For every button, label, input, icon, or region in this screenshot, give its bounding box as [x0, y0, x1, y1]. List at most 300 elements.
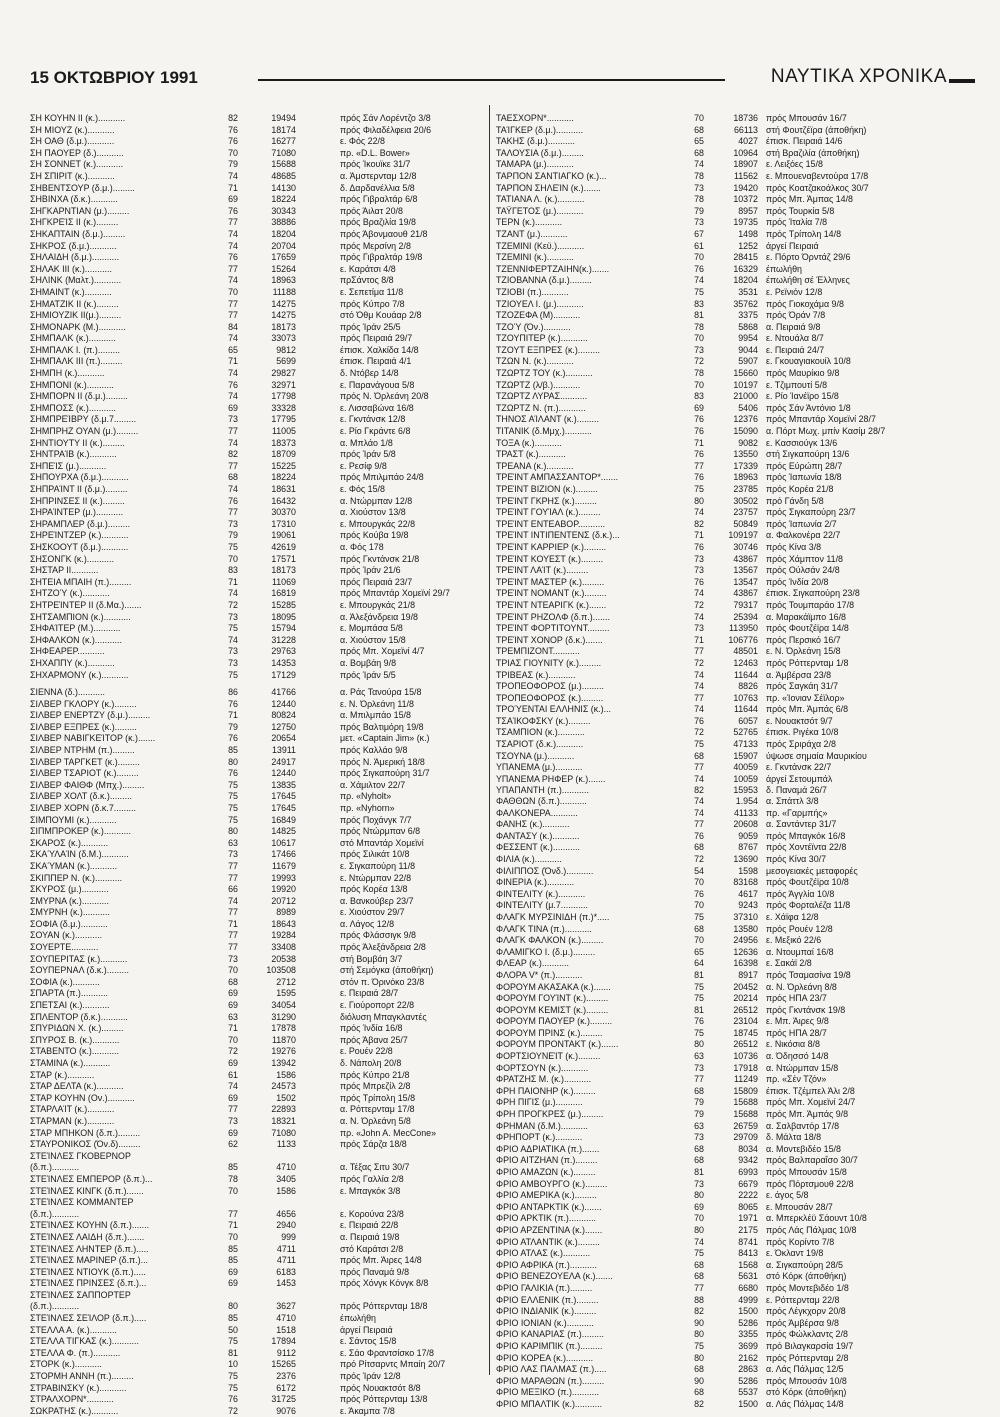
gross-tonnage: 35762: [733, 298, 758, 309]
ship-position: α. Τέξας Σιτυ 30/7: [340, 1162, 410, 1173]
ship-position: ε. Σιγκαπούρη 11/8: [340, 860, 416, 871]
ship-row: [30, 1336, 488, 1348]
gross-tonnage: 3627: [276, 1301, 296, 1312]
ship-position: πρός Κούβα 19/8: [340, 530, 409, 541]
built-year: 80: [228, 1301, 238, 1312]
ship-name: ΦΡΗ ΠΙΓΙΣ (μ.)...........: [496, 1097, 583, 1108]
built-year: 81: [694, 1004, 704, 1015]
ship-name: ΦΑΘΘΩΝ (δ.π.)...........: [496, 796, 587, 806]
built-year: 79: [228, 721, 238, 732]
ship-position: πρός Ρόττερνταμ 18/8: [340, 1301, 428, 1312]
ship-name: ΦΛΑΜΙΓΚΟ Ι. (δ.μ.).........: [496, 946, 596, 957]
built-year: 74: [228, 368, 238, 379]
ship-row: [30, 426, 488, 438]
ship-row: [30, 1371, 488, 1383]
built-year: 77: [228, 263, 238, 274]
ship-row: [496, 507, 974, 519]
ship-name: ΣΤΟΡΜΗ ΑΝΝΗ (π.).........: [30, 1371, 134, 1382]
gross-tonnage: 43867: [733, 553, 758, 564]
ship-row: [30, 1406, 488, 1417]
ship-name: ΣΤΑΡΜΑΝ (κ.)...........: [30, 1115, 115, 1126]
ship-position: έπισκ. Χαλκίδα 14/8: [340, 344, 419, 355]
built-year: 76: [694, 426, 704, 437]
ship-name: ΤΡΕΊΝΤ ΡΗΖΟΛΦ (δ.π.).......: [496, 611, 610, 622]
gross-tonnage: 80824: [271, 710, 296, 721]
ship-row: [496, 194, 974, 206]
ship-row: [30, 275, 488, 287]
gross-tonnage: 5631: [738, 1271, 758, 1282]
built-year: 76: [694, 715, 704, 726]
gross-tonnage: 12463: [733, 657, 758, 668]
ship-name: ΣΙΛΒΕΡ ΕΞΠΡΕΣ (κ.).........: [30, 721, 137, 732]
ship-position: ε. Πόρτο Όρντάζ 29/6: [766, 252, 851, 263]
ship-row: [30, 554, 488, 566]
ship-name: ΣΟΥΕΡΤΕ...........: [30, 942, 99, 953]
built-year: 80: [694, 1329, 704, 1340]
ship-row: [496, 461, 974, 473]
built-year: 68: [694, 1271, 704, 1282]
ship-name: ΤΗΝΟΣ ΑΊΛΑΝΤ (κ.).........: [496, 414, 599, 425]
built-year: 69: [228, 402, 238, 413]
gross-tonnage: 113950: [729, 623, 758, 634]
gross-tonnage: 6993: [738, 1167, 758, 1177]
gross-tonnage: 4711: [276, 1243, 296, 1254]
ship-position: α. Ρόττερνταμ 17/8: [340, 1104, 415, 1115]
gross-tonnage: 2162: [738, 1352, 758, 1363]
gross-tonnage: 33328: [271, 402, 296, 413]
built-year: 71: [228, 1023, 238, 1034]
ship-name: ΤΡΕΊΝΤ ΜΑΣΤΕΡ (κ.).........: [496, 576, 605, 587]
built-year: 69: [228, 1092, 238, 1103]
built-year: 75: [228, 814, 238, 825]
ship-row: [496, 1167, 974, 1179]
ship-row: [496, 1109, 974, 1121]
ship-name: ΦΛΑΓΚ ΤΙΝΑ (π.)...........: [496, 923, 592, 934]
ship-position: πρός Χοντέϊντα 22/8: [766, 842, 847, 853]
built-year: 72: [694, 599, 704, 610]
ship-position: δ. Παναμά 26/7: [766, 785, 827, 796]
gross-tonnage: 4999: [738, 1294, 758, 1305]
built-year: 74: [694, 159, 704, 170]
ship-name: ΥΠΑΠΑΝΤΗ (π.)...........: [496, 785, 589, 796]
built-year: 77: [694, 819, 704, 830]
ship-name: ΣΗΣΟΝΓΚ (κ.)...........: [30, 553, 114, 564]
ship-name: ΣΤΕΊΝΛΕΣ ΕΜΠΕΡΟΡ (δ.π.)...: [30, 1173, 153, 1184]
ship-name: ΣΠΕΤΣΑΙ (κ.)...........: [30, 1000, 110, 1011]
ship-position: πρός Μπ. Χομεϊνί 4/7: [340, 646, 425, 657]
ship-position: ε. Γκουαγιακουίλ 10/8: [766, 356, 851, 367]
ship-row: [496, 472, 974, 484]
ship-name: ΣΚΑΎΜΑΝ (κ.)...........: [30, 860, 118, 871]
ship-name: ΣΤΕΊΝΛΕΣ ΜΑΡΙΝΕΡ (δ.π.)...: [30, 1255, 148, 1266]
ship-name: ΤΡΕΊΝΤ ΕΝΤΕΑΒΟΡ...........: [496, 518, 606, 529]
gross-tonnage: 18173: [271, 321, 296, 332]
ship-name: ΣΟΥΠΕΡΙΤΑΣ (κ.)...........: [30, 953, 128, 964]
built-year: 69: [228, 1127, 238, 1138]
ship-row: [496, 252, 974, 264]
ship-position: πρός Γαλλία 2/8: [340, 1173, 404, 1184]
ship-row: [30, 217, 488, 229]
built-year: 74: [694, 507, 704, 518]
ship-position: δ. Ντόβερ 14/8: [340, 368, 399, 379]
built-year: 70: [228, 965, 238, 976]
gross-tonnage: 17798: [271, 391, 296, 402]
gross-tonnage: 14275: [271, 310, 296, 321]
ship-position: ε. Ν. Όρλεάνη 11/8: [340, 698, 414, 709]
ship-name: ΦΙΝΕΡΙΑ (κ.)...........: [496, 877, 575, 888]
ship-row: [30, 965, 488, 977]
built-year: 77: [228, 310, 238, 321]
built-year: 63: [694, 1051, 704, 1062]
ship-position: πρ. «John A. MecCone»: [340, 1127, 437, 1138]
ship-row: [496, 380, 974, 392]
ship-row: [496, 356, 974, 368]
gross-tonnage: 6172: [276, 1382, 296, 1393]
ship-position: μετ. «Captain Jim» (κ.): [340, 733, 430, 744]
gross-tonnage: 11870: [271, 1034, 296, 1045]
built-year: 73: [228, 1115, 238, 1126]
gross-tonnage: 8957: [738, 205, 758, 216]
ship-name: ΣΤΑΡ ΚΟΥΗΝ (Ον.)...........: [30, 1092, 135, 1103]
built-year: 70: [228, 1034, 238, 1045]
gross-tonnage: 19061: [271, 530, 296, 541]
built-year: 76: [694, 576, 704, 587]
built-year: 74: [228, 333, 238, 344]
gross-tonnage: 29827: [271, 368, 296, 379]
built-year: 78: [694, 194, 704, 205]
ship-name: ΤΑΕΣΧΟΡΝ*...........: [496, 113, 574, 123]
built-year: 71: [694, 634, 704, 645]
ship-row: [30, 1325, 488, 1337]
page-header: [30, 60, 975, 96]
built-year: 80: [694, 1190, 704, 1201]
ship-row: [30, 136, 488, 148]
ship-row: [496, 1179, 974, 1191]
ship-row: [496, 565, 974, 577]
built-year: 80: [694, 495, 704, 506]
gross-tonnage: 106776: [728, 634, 758, 645]
gross-tonnage: 20214: [733, 993, 758, 1004]
ship-row: [30, 496, 488, 508]
gross-tonnage: 5406: [738, 402, 758, 413]
ship-row: [30, 565, 488, 577]
ship-name: ΣΟΥΠΕΡΝΑΛ (δ.κ.).........: [30, 965, 129, 976]
ship-row: [496, 762, 974, 774]
ship-row: [30, 1255, 488, 1267]
ship-position: ε. Ρουέν 22/8: [340, 1046, 393, 1057]
ship-position: ε. Μπ. Άιρες 9/8: [766, 1016, 829, 1027]
ship-name: ΣΤΕΊΝΛΕΣ ΣΕΊΛΟΡ (δ.π.).....: [30, 1313, 147, 1324]
gross-tonnage: 30746: [733, 541, 758, 552]
ship-position: διόλυση Μπαγκλαντές: [340, 1011, 427, 1022]
gross-tonnage: 18736: [733, 113, 758, 123]
ship-position: πρός Γκντάνσκ 21/8: [340, 553, 420, 564]
built-year: 76: [228, 495, 238, 506]
built-year: 73: [228, 657, 238, 668]
gross-tonnage: 6680: [738, 1282, 758, 1293]
gross-tonnage: 71080: [271, 147, 296, 158]
ship-name: ΣΤΑΡ (κ.)...........: [30, 1069, 95, 1080]
built-year: 76: [228, 379, 238, 390]
ship-position: α. Χιούστον 15/8: [340, 634, 406, 645]
ship-row: [30, 403, 488, 415]
gross-tonnage: 10059: [733, 773, 758, 784]
ship-row: [30, 310, 488, 322]
ship-position: στό Όθμ Κουάαρ 2/8: [340, 310, 422, 321]
ship-position: πρός Ούλσάν 24/8: [766, 565, 840, 576]
gross-tonnage: 11188: [272, 286, 296, 297]
built-year: 88: [694, 1294, 704, 1305]
gross-tonnage: 8767: [738, 842, 758, 853]
ship-position: πρΣάντος 8/8: [340, 275, 394, 286]
gross-tonnage: 17466: [271, 849, 296, 860]
ship-position: ε. Πειραιά 24/7: [766, 344, 825, 355]
ship-row: [30, 159, 488, 171]
ship-position: ε. Ρίο Γκράντε 6/8: [340, 426, 411, 437]
built-year: 80: [228, 826, 238, 837]
ship-name: ΤΖΩΝ Ν. (κ.)...........: [496, 356, 574, 367]
gross-tonnage: 4027: [738, 136, 758, 147]
ship-position: ε. Πειραιά 28/7: [340, 988, 399, 999]
ship-position: ύψωσε σημαία Μαυρικίου: [766, 750, 867, 761]
gross-tonnage: 17645: [271, 802, 296, 813]
gross-tonnage: 18204: [733, 275, 758, 286]
ship-name: ΦΛΟΡΑ V* (π.)...........: [496, 969, 583, 980]
built-year: 68: [228, 976, 238, 987]
built-year: 75: [228, 623, 238, 634]
ship-position: πρός Σιγκαπούρη 31/7: [340, 768, 430, 779]
ship-row: [30, 646, 488, 658]
ship-row: [496, 287, 974, 299]
gross-tonnage: 8917: [738, 969, 758, 980]
built-year: 76: [228, 768, 238, 779]
ship-row: [496, 727, 974, 739]
ship-position: πρός Ποχάνγκ 7/7: [340, 814, 412, 825]
ship-name: ΣΜΥΡΝΑ (κ.)...........: [30, 895, 109, 906]
gross-tonnage: 18631: [271, 484, 296, 494]
gross-tonnage: 9082: [738, 437, 758, 448]
ship-row: [496, 924, 974, 936]
ship-name: ΤΕΡΝ (κ.)...........: [496, 217, 563, 228]
gross-tonnage: 3355: [738, 1329, 758, 1340]
ship-position: πρός Μπουσάν 10/8: [766, 1375, 847, 1386]
ship-name: ΣΗΛΙΝΚ (Μαλτ.)...........: [30, 275, 122, 286]
ship-name: ΣΗΜΑΤΖΙΚ ΙΙ (κ.).........: [30, 298, 119, 309]
gross-tonnage: 16819: [271, 588, 296, 599]
ship-name: ΣΚΙΠΠΕΡ Ν. (κ.)...........: [30, 872, 123, 883]
ship-position: ε. Παρανάγουα 5/8: [340, 379, 415, 390]
gross-tonnage: 25394: [733, 611, 758, 622]
ship-row: [30, 687, 488, 699]
gross-tonnage: 18963: [271, 275, 296, 286]
ship-row: [30, 791, 488, 803]
ship-name: ΣΤΡΑΒΙΝΣΚΥ (κ.)...........: [30, 1382, 127, 1393]
ship-name: ΣΤΕΛΛΑ Α. (κ.)...........: [30, 1324, 117, 1335]
ship-row: [496, 1039, 974, 1051]
ship-row: [496, 519, 974, 531]
ship-position: πρός Μερσίνη 2/8: [340, 240, 411, 251]
built-year: 70: [694, 877, 704, 888]
ship-name: ΤΑΤΙΑΝΑ Λ. (κ.)...........: [496, 194, 585, 205]
built-year: 77: [228, 860, 238, 871]
ship-position: πρός Κίνα 30/7: [766, 853, 827, 864]
gross-tonnage: 13911: [271, 744, 296, 755]
ship-row: [496, 658, 974, 670]
built-year: 63: [228, 837, 238, 848]
ship-position: πρός Τουμπαράο 17/8: [766, 599, 855, 610]
ship-name: ΤΡΕΊΝΤ ΓΟΥΊΑΛ (κ.).........: [496, 507, 601, 518]
ship-row: [496, 842, 974, 854]
built-year: 72: [228, 1046, 238, 1057]
gross-tonnage: 12440: [271, 698, 296, 709]
ship-name: ΣΤΑΡΛΑΊΤ (κ.)...........: [30, 1104, 115, 1115]
built-year: 76: [228, 252, 238, 263]
ship-row: [496, 704, 974, 716]
built-year: 74: [694, 669, 704, 680]
built-year: 74: [228, 228, 238, 239]
ship-position: άργεί Σετουμπάλ: [766, 773, 833, 784]
ship-row: [30, 612, 488, 624]
gross-tonnage: 5907: [738, 356, 758, 367]
ship-name: ΦΡΙΟ ΜΑΡΑΘΩΝ (π.).........: [496, 1375, 605, 1386]
ship-position: πρός Μπαντάρ Χομεϊνί 29/7: [340, 588, 450, 599]
ship-row: [496, 542, 974, 554]
ship-position: πρός Βαλτιμόρη 19/8: [340, 721, 424, 732]
ship-name: ΤΑΡΠΟΝ ΣΑΝΤΙΑΓΚΟ (κ.)...: [496, 170, 607, 181]
ship-name: ΤΡΟΠΕΟΦΟΡΟΣ (κ.).........: [496, 692, 604, 703]
ship-position: πρός Τρίπολη 15/8: [340, 1092, 416, 1103]
gross-tonnage: 9954: [738, 333, 758, 344]
gross-tonnage: 6183: [276, 1266, 296, 1277]
ship-row: [496, 751, 974, 763]
built-year: 73: [228, 646, 238, 657]
built-year: 74: [694, 611, 704, 622]
ship-name: ΣΗΓΚΑΡΝΤΙΑΝ (μ.).........: [30, 205, 130, 216]
ship-row: [496, 1074, 974, 1086]
ship-name: ΤΡΑΣΤ (κ.)...........: [496, 449, 566, 460]
ship-name: ΣΤΕΊΝΛΕΣ ΛΑΙΔΗ (δ.π.).......: [30, 1231, 145, 1242]
ship-position: ε. Μπουργκάς 22/8: [340, 518, 416, 529]
gross-tonnage: 15688: [271, 159, 296, 170]
built-year: 72: [694, 657, 704, 668]
ship-name: ΣΗΒΕΝΤΣΟΥΡ (δ.μ.).........: [30, 182, 135, 193]
ship-name: ΣΗ ΟΑΘ (δ.μ.)...........: [30, 136, 115, 147]
built-year: 77: [228, 907, 238, 918]
gross-tonnage: 4710: [276, 1162, 296, 1173]
ship-row: [30, 1151, 488, 1163]
ship-position: ε. Φός 15/8: [340, 484, 385, 494]
ship-name: ΦΡΙΟ ΜΕΞΙΚΟ (π.)...........: [496, 1387, 600, 1398]
built-year: 69: [694, 402, 704, 413]
gross-tonnage: 11562: [733, 170, 758, 181]
ship-position: πρ. «Γαρμπής»: [766, 807, 828, 818]
built-year: 68: [694, 1085, 704, 1096]
gross-tonnage: 24573: [271, 1081, 296, 1092]
ship-name: ΦΛΑΓΚ ΦΑΛΚΟΝ (κ.).........: [496, 935, 604, 946]
gross-tonnage: 23757: [733, 507, 758, 518]
gross-tonnage: 26512: [733, 1004, 758, 1015]
built-year: 77: [694, 762, 704, 773]
gross-tonnage: 20452: [733, 981, 758, 992]
ship-row: [496, 1063, 974, 1075]
ship-name: ΣΗ ΚΟΥΗΝ ΙΙ (κ.)...........: [30, 113, 126, 123]
ship-row: [30, 710, 488, 722]
gross-tonnage: 1568: [738, 1259, 758, 1270]
gross-tonnage: 16849: [271, 814, 296, 825]
built-year: 77: [228, 507, 238, 518]
ship-position: πρός Άμβέρσα 9/8: [766, 1317, 839, 1328]
ship-position: α. Μπλάο 1/8: [340, 437, 393, 448]
gross-tonnage: 14130: [271, 182, 296, 193]
ship-name: ΣΠΛΕΝΤΟΡ (δ.κ.)...........: [30, 1011, 128, 1022]
ship-row: [496, 333, 974, 345]
ship-row: [496, 264, 974, 276]
built-year: 80: [228, 756, 238, 767]
ship-name: ΦΡΙΟ ΑΜΕΡΙΚΑ (κ.).........: [496, 1190, 597, 1201]
ship-row: [496, 275, 974, 287]
ship-position: πρός Ν. Άμερική 18/8: [340, 756, 425, 767]
ship-name: ΣΚΑΡΟΣ (κ.)...........: [30, 837, 109, 848]
gross-tonnage: 9044: [738, 344, 758, 355]
built-year: 82: [228, 113, 238, 123]
ship-position: στό Καράτσι 2/8: [340, 1243, 404, 1254]
ship-position: πρός Καλλάο 9/8: [340, 744, 408, 755]
ship-row: [496, 368, 974, 380]
ship-name: ΣΗΡΑΜΠΛΕΡ (δ.μ.).........: [30, 518, 131, 529]
gross-tonnage: 43867: [733, 588, 758, 599]
ship-position: πρός Λέγκχορν 20/8: [766, 1306, 846, 1317]
built-year: 83: [228, 565, 238, 576]
ship-name: ΤΡΕΊΝΤ ΛΑΊΤ (κ.).........: [496, 565, 589, 576]
gross-tonnage: 31290: [271, 1011, 296, 1022]
ship-row: [496, 970, 974, 982]
built-year: 86: [228, 687, 238, 697]
ship-position: πρός Μπρεζίλ 2/8: [340, 1081, 411, 1092]
ship-name: ΣΩΚΡΑΤΗΣ (κ.)...........: [30, 1405, 119, 1416]
ship-name: ΣΙΛΒΕΡ ΤΣΑΡΙΟΤ (κ.).........: [30, 768, 139, 779]
built-year: 75: [694, 286, 704, 297]
built-year: 73: [228, 953, 238, 964]
ship-position: πρός Όράν 7/8: [766, 310, 826, 321]
ship-name: ΣΤΕΊΝΛΕΣ ΣΑΠΠΟΡΤΕΡ: [30, 1289, 131, 1300]
ship-name: ΦΙΝΤΕΛΙΤΥ (μ.7...........: [496, 900, 588, 911]
ship-name: ΣΗΣΚΟΟΥΤ (δ.μ.)...........: [30, 541, 129, 552]
ship-name: ΦΙΛΙΠΠΟΣ (Όνδ.)...........: [496, 865, 594, 876]
ship-name: ΤΖΕΜΙΝΙ (Κεϋ.)...........: [496, 240, 585, 251]
built-year: 85: [228, 1255, 238, 1266]
ship-position: πρός Σριράχα 2/8: [766, 739, 836, 750]
ship-name: ΤΡΙΒΕΑΣ (κ.)...........: [496, 669, 576, 680]
built-year: 70: [228, 147, 238, 158]
ship-position: πρός Σιλικάτ 10/8: [340, 849, 410, 860]
ship-position: πρός Φουτζέϊρα 14/8: [766, 623, 849, 634]
ship-row: [496, 554, 974, 566]
ship-name: ΤΣΑΜΠΙΟΝ (κ.)...........: [496, 727, 585, 738]
gross-tonnage: 19284: [271, 930, 296, 941]
ship-position: α. Ντώρμπαν 12/8: [340, 495, 413, 506]
ship-name: ΣΤΑΡ ΜΠΗΚΟΝ (δ.π.).........: [30, 1127, 141, 1138]
ship-row: [496, 1399, 974, 1411]
ship-position: στή Σιγκαπούρη 13/6: [766, 449, 850, 460]
ship-name: ΣΗΝΤΡΑΊΒ (κ.)...........: [30, 449, 117, 460]
gross-tonnage: 21000: [733, 391, 758, 402]
ship-position: ε. Μπουργκάς 21/8: [340, 599, 416, 610]
gross-tonnage: 18204: [271, 228, 296, 239]
ship-name: ΤΖΟΥΤ ΕΞΠΡΕΣ (κ.).........: [496, 344, 600, 355]
built-year: 81: [228, 1347, 238, 1358]
ship-name: ΦΡΙΟ ΑΡΚΤΙΚ (π.)...........: [496, 1213, 596, 1224]
ship-name: ΤΖΟΥΠΙΤΕΡ (κ.)...........: [496, 333, 588, 344]
